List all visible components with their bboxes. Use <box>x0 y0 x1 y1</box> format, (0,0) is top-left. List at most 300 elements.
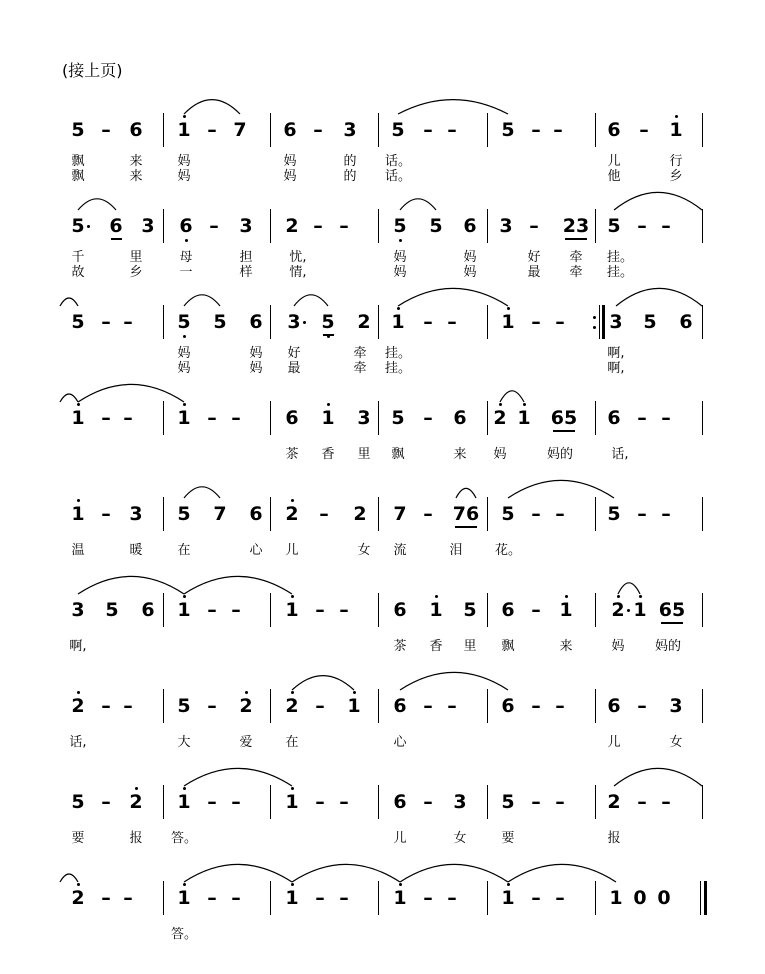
barline <box>378 305 379 339</box>
barline <box>163 593 164 627</box>
lyric-verse1: 来 <box>129 154 143 169</box>
lyric-verse1: 温 <box>71 543 85 558</box>
lyric-verse1: 香 <box>429 639 443 654</box>
underline-beam <box>323 334 334 336</box>
note: 6 <box>393 599 407 621</box>
tie-slur <box>500 391 524 402</box>
lyric-verse1: 妈的 <box>654 639 682 654</box>
lyric-verse1: 儿 <box>607 735 621 750</box>
dash-extension: – <box>555 695 565 717</box>
lyric-verse1: 里 <box>129 250 143 265</box>
note: 1 <box>669 119 683 141</box>
note: 6 <box>501 599 515 621</box>
barline <box>270 113 271 147</box>
tie-slur <box>184 768 292 786</box>
note: 3 <box>669 695 683 717</box>
dash-extension: – <box>207 119 217 141</box>
dash-extension: – <box>555 503 565 525</box>
barline <box>163 689 164 723</box>
continued-header: (接上页) <box>62 61 123 80</box>
note: 23 <box>562 215 590 237</box>
barline <box>487 113 488 147</box>
lyric-verse2: 飘 <box>71 169 85 184</box>
dash-extension: – <box>231 407 241 429</box>
lyric-verse2: 他 <box>607 169 621 184</box>
barline <box>702 305 703 339</box>
dash-extension: – <box>637 695 647 717</box>
barline <box>702 689 703 723</box>
note: 3 <box>239 215 253 237</box>
octave-high-dot <box>675 115 678 118</box>
lyric-verse1: 来 <box>559 639 573 654</box>
octave-high-dot <box>183 403 186 406</box>
barline <box>270 593 271 627</box>
lyric-verse1: 答。 <box>170 831 198 846</box>
note: 0 <box>657 887 671 909</box>
tie-slur <box>400 199 436 210</box>
dash-extension: – <box>319 503 329 525</box>
note: 5 <box>463 599 477 621</box>
barline <box>270 785 271 819</box>
note: 6 <box>283 119 297 141</box>
lyric-verse1: 报 <box>607 831 621 846</box>
tie-slur <box>60 874 78 882</box>
barline <box>702 497 703 531</box>
final-barline-thin <box>700 881 701 915</box>
lyric-verse1: 妈 <box>393 250 407 265</box>
dash-extension: – <box>101 407 111 429</box>
lyric-verse1: 心 <box>393 735 407 750</box>
lyric-verse1: 里 <box>357 447 371 462</box>
lyric-verse2: 的 <box>343 169 357 184</box>
dash-extension: – <box>123 407 133 429</box>
lyric-verse2: 乡 <box>669 169 683 184</box>
lyric-verse1: 忧, <box>289 250 307 265</box>
lyric-verse1: 妈 <box>177 346 191 361</box>
octave-high-dot <box>639 595 642 598</box>
note: 3 <box>343 119 357 141</box>
barline <box>270 881 271 915</box>
note: 2 <box>285 503 299 525</box>
lyric-verse2: 挂。 <box>606 265 634 280</box>
repeat-dot <box>593 316 596 319</box>
barline <box>702 209 703 243</box>
octave-high-dot <box>183 883 186 886</box>
octave-high-dot <box>565 595 568 598</box>
underline-beam <box>661 622 683 624</box>
dash-extension: – <box>123 311 133 333</box>
note: 6 <box>453 407 467 429</box>
underline-beam <box>553 430 575 432</box>
lyric-verse1: 女 <box>357 543 371 558</box>
tie-slur <box>508 480 614 498</box>
octave-high-dot <box>291 595 294 598</box>
barline <box>595 689 596 723</box>
dash-extension: – <box>315 791 325 813</box>
octave-low-dot <box>399 239 402 242</box>
lyric-verse2: 最 <box>527 265 541 280</box>
note: 6 <box>607 119 621 141</box>
note: 1 <box>633 599 647 621</box>
dash-extension: – <box>423 791 433 813</box>
octave-low-dot <box>183 335 186 338</box>
dash-extension: – <box>101 791 111 813</box>
lyric-verse1: 挂。 <box>606 250 634 265</box>
barline <box>487 689 488 723</box>
lyric-verse1: 在 <box>177 543 191 558</box>
barline <box>595 593 596 627</box>
dash-extension: – <box>101 119 111 141</box>
lyric-verse2: 最 <box>287 361 301 376</box>
dash-extension: – <box>447 695 457 717</box>
barline <box>595 785 596 819</box>
lyric-verse1: 话, <box>69 735 87 750</box>
note: 1 <box>517 407 531 429</box>
dash-extension: – <box>531 311 541 333</box>
dash-extension: – <box>531 695 541 717</box>
lyric-verse1: 牵 <box>353 346 367 361</box>
note: 7 <box>213 503 227 525</box>
barline <box>595 401 596 435</box>
repeat-barline-thick <box>602 305 605 339</box>
dash-extension: – <box>447 887 457 909</box>
dash-extension: – <box>339 599 349 621</box>
lyric-verse1: 儿 <box>607 154 621 169</box>
dash-extension: – <box>555 311 565 333</box>
note: 5 <box>71 791 85 813</box>
barline <box>270 401 271 435</box>
octave-high-dot <box>77 883 80 886</box>
dash-extension: – <box>315 599 325 621</box>
note: 2 <box>611 599 625 621</box>
dash-extension: – <box>447 119 457 141</box>
barline <box>163 209 164 243</box>
lyric-verse1: 花。 <box>494 543 522 558</box>
lyric-verse1: 妈 <box>283 154 297 169</box>
barline <box>595 497 596 531</box>
octave-high-dot <box>327 403 330 406</box>
note: 6 <box>607 407 621 429</box>
barline <box>487 209 488 243</box>
barline <box>163 785 164 819</box>
tie-slur <box>184 100 240 114</box>
tie-slur <box>78 384 184 402</box>
repeat-barline-thin <box>599 305 600 339</box>
dash-extension: – <box>639 119 649 141</box>
barline <box>270 689 271 723</box>
note: 3 <box>357 407 371 429</box>
note: 3 <box>287 311 301 333</box>
note: 76 <box>452 503 480 525</box>
note: 6 <box>679 311 693 333</box>
barline <box>270 305 271 339</box>
octave-high-dot <box>399 883 402 886</box>
note: 6 <box>393 695 407 717</box>
dash-extension: – <box>123 695 133 717</box>
barline <box>487 593 488 627</box>
lyric-verse1: 香 <box>321 447 335 462</box>
dash-extension: – <box>661 791 671 813</box>
dash-extension: – <box>423 695 433 717</box>
lyric-verse1: 啊, <box>607 346 625 361</box>
tie-slur <box>60 298 78 306</box>
lyric-verse2: 妈 <box>393 265 407 280</box>
lyric-verse2: 一 <box>179 265 193 280</box>
barline <box>487 785 488 819</box>
augmentation-dot <box>87 225 90 228</box>
note: 5 <box>393 215 407 237</box>
octave-high-dot <box>523 403 526 406</box>
octave-high-dot <box>435 595 438 598</box>
dash-extension: – <box>531 791 541 813</box>
dash-extension: – <box>101 887 111 909</box>
note: 1 <box>285 791 299 813</box>
lyric-verse1: 母 <box>179 250 193 265</box>
barline <box>378 593 379 627</box>
note: 6 <box>109 215 123 237</box>
barline <box>378 785 379 819</box>
note: 5 <box>71 215 85 237</box>
lyric-verse2: 妈 <box>463 265 477 280</box>
note: 65 <box>658 599 686 621</box>
lyric-verse2: 牵 <box>569 265 583 280</box>
note: 5 <box>177 503 191 525</box>
underline-beam <box>111 238 122 240</box>
dash-extension: – <box>637 407 647 429</box>
lyric-verse2: 妈 <box>249 361 263 376</box>
tie-slur <box>400 864 508 882</box>
note: 6 <box>393 791 407 813</box>
barline <box>378 113 379 147</box>
note: 3 <box>71 599 85 621</box>
dash-extension: – <box>555 791 565 813</box>
lyric-verse1: 在 <box>285 735 299 750</box>
lyric-verse1: 流 <box>393 543 407 558</box>
note: 5 <box>501 119 515 141</box>
barline <box>595 113 596 147</box>
lyric-verse1: 话。 <box>384 154 412 169</box>
octave-high-dot <box>183 115 186 118</box>
barline <box>270 209 271 243</box>
note: 1 <box>71 407 85 429</box>
dash-extension: – <box>207 791 217 813</box>
lyric-verse2: 妈 <box>177 169 191 184</box>
lyric-verse1: 妈 <box>177 154 191 169</box>
note: 1 <box>559 599 573 621</box>
note: 5 <box>501 503 515 525</box>
lyric-verse2: 来 <box>129 169 143 184</box>
dash-extension: – <box>231 887 241 909</box>
note: 6 <box>607 695 621 717</box>
dash-extension: – <box>313 119 323 141</box>
octave-high-dot <box>397 307 400 310</box>
note: 1 <box>501 311 515 333</box>
note: 2 <box>239 695 253 717</box>
note: 65 <box>550 407 578 429</box>
lyric-verse1: 爱 <box>239 735 253 750</box>
octave-high-dot <box>77 691 80 694</box>
lyric-verse1: 妈 <box>463 250 477 265</box>
tie-slur <box>78 576 184 594</box>
tie-slur <box>400 672 508 690</box>
augmentation-dot <box>627 609 630 612</box>
tie-slur <box>292 864 400 882</box>
dash-extension: – <box>231 791 241 813</box>
dash-extension: – <box>531 887 541 909</box>
lyric-verse1: 妈 <box>611 639 625 654</box>
dash-extension: – <box>315 695 325 717</box>
lyric-verse1: 茶 <box>393 639 407 654</box>
octave-high-dot <box>77 403 80 406</box>
dash-extension: – <box>531 503 541 525</box>
note: 5 <box>607 503 621 525</box>
barline <box>270 497 271 531</box>
underline-beam <box>565 238 587 240</box>
tie-slur <box>614 768 702 786</box>
note: 1 <box>285 887 299 909</box>
note: 5 <box>105 599 119 621</box>
note: 2 <box>71 695 85 717</box>
lyric-verse1: 话, <box>611 447 629 462</box>
note: 6 <box>501 695 515 717</box>
lyric-verse1: 报 <box>129 831 143 846</box>
octave-high-dot <box>291 787 294 790</box>
tie-slur <box>184 576 292 594</box>
tie-slur <box>184 864 292 882</box>
note: 1 <box>501 887 515 909</box>
note: 2 <box>285 695 299 717</box>
lyric-verse1: 飘 <box>391 447 405 462</box>
note: 7 <box>233 119 247 141</box>
dash-extension: – <box>661 503 671 525</box>
note: 6 <box>463 215 477 237</box>
lyric-verse1: 的 <box>343 154 357 169</box>
note: 1 <box>71 503 85 525</box>
dash-extension: – <box>101 695 111 717</box>
dash-extension: – <box>447 311 457 333</box>
dash-extension: – <box>661 407 671 429</box>
octave-high-dot <box>291 499 294 502</box>
lyric-verse1: 心 <box>249 543 263 558</box>
tie-slur <box>292 676 354 690</box>
note: 6 <box>129 119 143 141</box>
dash-extension: – <box>637 215 647 237</box>
note: 1 <box>285 599 299 621</box>
dash-extension: – <box>423 119 433 141</box>
barline <box>163 113 164 147</box>
dash-extension: – <box>423 887 433 909</box>
lyric-verse2: 话。 <box>384 169 412 184</box>
note: 5 <box>643 311 657 333</box>
lyric-verse2: 妈 <box>177 361 191 376</box>
dash-extension: – <box>101 503 111 525</box>
note: 2 <box>357 311 371 333</box>
tie-slur <box>78 199 116 210</box>
lyric-verse2: 啊, <box>607 361 625 376</box>
note: 2 <box>493 407 507 429</box>
octave-high-dot <box>291 883 294 886</box>
underline-beam <box>455 526 477 528</box>
note: 5 <box>391 119 405 141</box>
lyric-verse1: 大 <box>177 735 191 750</box>
note: 1 <box>393 887 407 909</box>
note: 6 <box>141 599 155 621</box>
tie-slur <box>616 288 702 306</box>
final-barline-thick <box>704 881 707 915</box>
dash-extension: – <box>207 695 217 717</box>
note: 5 <box>391 407 405 429</box>
note: 3 <box>499 215 513 237</box>
lyric-verse1: 飘 <box>501 639 515 654</box>
note: 3 <box>609 311 623 333</box>
lyric-verse1: 答。 <box>170 927 198 942</box>
barline <box>378 209 379 243</box>
note: 0 <box>633 887 647 909</box>
dash-extension: – <box>553 119 563 141</box>
dash-extension: – <box>339 887 349 909</box>
note: 6 <box>249 311 263 333</box>
octave-high-dot <box>77 499 80 502</box>
lyric-verse1: 要 <box>501 831 515 846</box>
barline <box>378 497 379 531</box>
dash-extension: – <box>313 215 323 237</box>
dash-extension: – <box>123 887 133 909</box>
note: 1 <box>177 887 191 909</box>
octave-high-dot <box>353 691 356 694</box>
lyric-verse1: 泪 <box>449 543 463 558</box>
dash-extension: – <box>423 503 433 525</box>
dash-extension: – <box>661 215 671 237</box>
lyric-verse2: 牵 <box>353 361 367 376</box>
barline <box>702 113 703 147</box>
octave-high-dot <box>507 883 510 886</box>
dash-extension: – <box>637 503 647 525</box>
barline <box>702 785 703 819</box>
dash-extension: – <box>231 599 241 621</box>
lyric-verse1: 挂。 <box>384 346 412 361</box>
lyric-verse1: 来 <box>453 447 467 462</box>
lyric-verse1: 啊, <box>69 639 87 654</box>
note: 1 <box>177 599 191 621</box>
lyric-verse2: 故 <box>71 265 85 280</box>
dash-extension: – <box>339 791 349 813</box>
lyric-verse1: 暖 <box>129 543 143 558</box>
note: 5 <box>501 791 515 813</box>
dash-extension: – <box>423 311 433 333</box>
dash-extension: – <box>529 215 539 237</box>
octave-high-dot <box>183 787 186 790</box>
octave-low-dot <box>185 239 188 242</box>
barline <box>378 689 379 723</box>
augmentation-dot <box>303 321 306 324</box>
barline <box>595 209 596 243</box>
dash-extension: – <box>207 407 217 429</box>
tie-slur <box>508 864 616 882</box>
tie-slur <box>456 488 476 498</box>
note: 1 <box>429 599 443 621</box>
note: 5 <box>71 119 85 141</box>
note: 6 <box>249 503 263 525</box>
note: 3 <box>141 215 155 237</box>
note: 2 <box>285 215 299 237</box>
dash-extension: – <box>531 119 541 141</box>
dash-extension: – <box>423 407 433 429</box>
note: 2 <box>607 791 621 813</box>
note: 2 <box>71 887 85 909</box>
lyric-verse2: 样 <box>239 265 253 280</box>
tie-slur <box>294 295 328 306</box>
lyric-verse1: 飘 <box>71 154 85 169</box>
